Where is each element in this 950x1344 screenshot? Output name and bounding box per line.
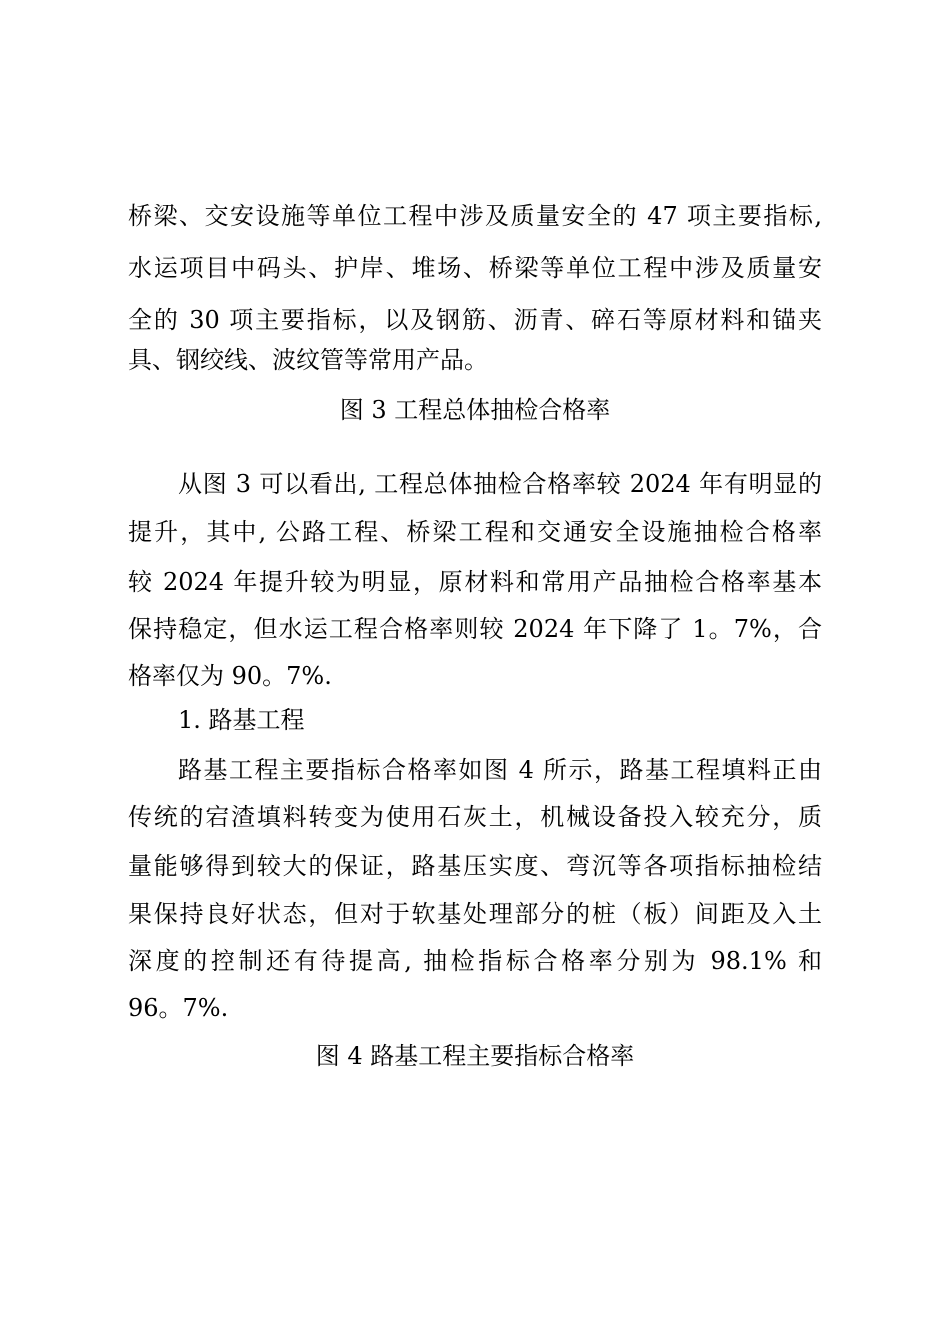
paragraph-line: 从图 3 可以看出, 工程总体抽检合格率较 2024 年有明显的 bbox=[178, 470, 822, 498]
paragraph-line: 全的 30 项主要指标，以及钢筋、沥青、碎石等原材料和锚夹 bbox=[128, 306, 822, 334]
figure-3-caption: 图 3 工程总体抽检合格率 bbox=[339, 396, 611, 424]
paragraph-line: 桥梁、交安设施等单位工程中涉及质量安全的 47 项主要指标, bbox=[128, 202, 822, 230]
paragraph-line: 传统的宕渣填料转变为使用石灰土，机械设备投入较充分，质 bbox=[128, 803, 822, 831]
section-heading-subgrade: 1. 路基工程 bbox=[178, 706, 305, 734]
paragraph-line: 96。7%. bbox=[128, 994, 229, 1022]
figure-4-caption: 图 4 路基工程主要指标合格率 bbox=[315, 1042, 635, 1070]
paragraph-line: 具、钢绞线、波纹管等常用产品。 bbox=[128, 346, 488, 374]
paragraph-line: 果保持良好状态，但对于软基处理部分的桩（板）间距及入土 bbox=[128, 900, 822, 928]
paragraph-line: 水运项目中码头、护岸、堆场、桥梁等单位工程中涉及质量安 bbox=[128, 254, 822, 282]
paragraph-line: 量能够得到较大的保证，路基压实度、弯沉等各项指标抽检结 bbox=[128, 852, 822, 880]
paragraph-line: 深度的控制还有待提高, 抽检指标合格率分别为 98.1% 和 bbox=[128, 947, 822, 975]
paragraph-line: 格率仅为 90。7%. bbox=[128, 662, 332, 690]
paragraph-line: 提升，其中, 公路工程、桥梁工程和交通安全设施抽检合格率 bbox=[128, 518, 822, 546]
paragraph-line: 较 2024 年提升较为明显，原材料和常用产品抽检合格率基本 bbox=[128, 568, 822, 596]
paragraph-line: 路基工程主要指标合格率如图 4 所示，路基工程填料正由 bbox=[178, 756, 822, 784]
paragraph-line: 保持稳定，但水运工程合格率则较 2024 年下降了 1。7%，合 bbox=[128, 615, 822, 643]
